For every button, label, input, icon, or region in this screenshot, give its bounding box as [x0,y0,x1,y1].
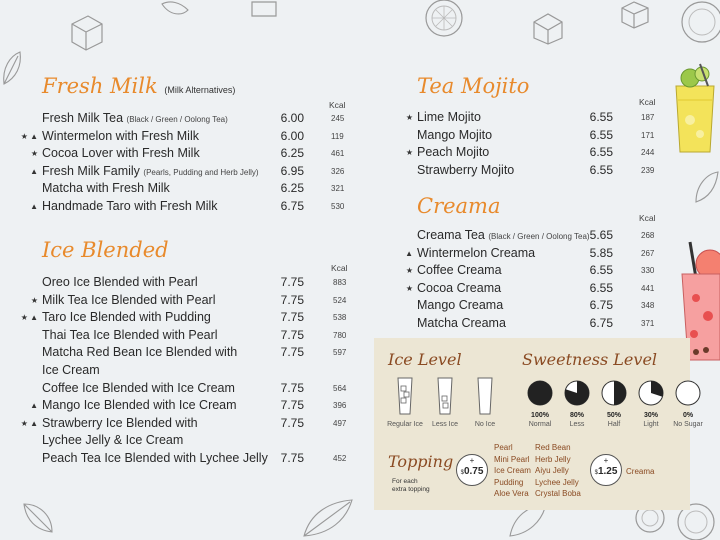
menu-item-name-text: Peach Mojito [417,145,490,160]
topping-item: Ice Cream [494,466,531,475]
dietary-marks: ★ [405,283,413,293]
menu-item [0,180,720,197]
topping-price-1 [457,466,487,479]
menu-item-name [42,380,235,397]
ice-cube-sketch-icon [618,0,652,30]
menu-item-name-text: Milk Tea Ice Blended with Pearl [42,292,216,307]
ice-blended-title: Ice Blended [42,238,169,262]
menu-item-price: 7.75 [280,292,304,307]
menu-item-name-text: Coffee Ice Blended with Ice Cream [42,380,235,395]
menu-item-name-text: Mango Ice Blended with Ice Cream [42,398,237,413]
topping-price-1-amount: 0.75 [463,466,484,477]
dietary-marks: ★ [30,295,38,305]
ice-cube-sketch-icon [248,0,280,20]
menu-item-name-text: Cocoa Lover with Fresh Milk [42,146,200,161]
menu-item-name-text: Strawberry Ice Blended with [42,415,198,430]
sweetness-percent: 0% [682,412,694,419]
menu-item-price: 7.75 [280,415,304,430]
menu-item-kcal: 396 [333,401,347,411]
menu-item-kcal: 452 [333,454,347,463]
menu-item [0,280,720,297]
menu-item-kcal: 119 [331,131,344,141]
topping-price-badge-2 [590,454,622,486]
menu-item-kcal: 348 [641,301,655,311]
menu-item-name-text: Matcha Creama [417,316,506,330]
fresh-milk-note: (Milk Alternatives) [164,85,236,95]
sweetness-label: Normal [528,421,552,428]
menu-item-name [417,162,514,179]
menu-item-name-text: Matcha Red Bean Ice Blended with [42,345,238,360]
sweetness-pie-icon [601,380,627,406]
menu-item-price: 6.55 [589,280,613,295]
sweetness-percent: 100% [531,412,549,419]
menu-item-name-line2: Ice Cream [42,363,100,377]
dietary-marks: ★ ▲ [20,313,38,323]
menu-item-price: 7.75 [280,327,304,342]
menu-item-price: 6.55 [589,145,613,160]
menu-item-price: 6.75 [589,316,613,330]
dietary-marks: ▲ [30,166,38,176]
dietary-marks: ▲ [30,202,38,211]
menu-item-name [417,315,506,332]
menu-item-name [417,262,502,279]
topping-item: Red Bean [535,443,571,452]
menu-item-name-text: Fresh Milk Tea [42,111,124,125]
menu-item-name-text: Cocoa Creama [417,280,502,295]
currency-symbol: $ [594,470,598,476]
menu-item-kcal: 245 [331,114,345,123]
menu-item-name [42,415,198,432]
topping-item: Herb Jelly [535,454,571,464]
menu-item-name [42,180,170,197]
ice-option-regular: Regular Ice [387,421,423,428]
menu-item-kcal: 497 [333,418,347,428]
dietary-marks: ★ [405,266,413,276]
ice-cube-sketch-icon [66,12,106,52]
menu-item-price: 6.00 [280,111,304,125]
tea-mojito-kcal-header: Kcal [639,97,656,107]
menu-item [0,297,720,314]
lemon-sketch-icon [672,0,720,56]
tea-mojito-title: Tea Mojito [417,74,530,98]
topping-note-line2: extra topping [392,486,430,493]
menu-item-price: 6.25 [280,181,304,196]
menu-item-name-text: Strawberry Mojito [417,162,515,177]
menu-item-price: 7.75 [280,451,304,465]
menu-item [0,127,720,144]
menu-item-name [417,245,535,262]
menu-item-name [417,227,590,245]
menu-item-name [42,397,237,414]
menu-item-kcal: 187 [641,113,655,122]
menu-item-kcal: 268 [641,231,655,240]
ice-cube-sketch-icon [528,8,568,48]
menu-item-price: 7.75 [280,275,304,289]
menu-item-name-text: Peach Tea Ice Blended with Lychee Jelly [42,451,268,465]
menu-item-price: 6.55 [589,162,613,177]
menu-item-options: (Black / Green / Oolong Tea) [488,232,590,241]
dietary-marks: ▲ [405,248,413,258]
dietary-marks: ★ [405,113,413,122]
menu-item-kcal: 326 [331,166,345,176]
dietary-marks: ★ [405,148,413,158]
menu-item-name-text: Wintermelon Creama [417,245,536,260]
regular-ice-cup-icon [396,376,414,416]
sweetness-label: Less [569,421,585,428]
menu-item-kcal: 441 [641,283,655,293]
menu-item-name [42,198,218,215]
topping-list-basic [494,442,531,500]
menu-item-name [417,109,481,126]
menu-item [0,315,720,332]
menu-item [0,227,720,244]
ice-option-none: No Ice [474,421,496,428]
menu-item [0,245,720,262]
topping-item: Mini Pearl [494,454,530,464]
sweetness-label: Half [607,421,621,428]
menu-item-name-text: Fresh Milk Family [42,163,140,178]
menu-item-kcal: 267 [641,248,655,258]
menu-item-price: 6.55 [589,127,613,142]
sweetness-pie-icon [638,380,664,406]
menu-item-price: 7.75 [280,380,304,395]
menu-item-name [42,450,268,467]
menu-item-name-text: Thai Tea Ice Blended with Pearl [42,327,218,342]
menu-item-kcal: 321 [331,184,345,194]
menu-item [0,162,720,179]
menu-item-price: 7.75 [280,310,304,325]
sweetness-label: No Sugar [673,421,703,428]
leaf-sketch-icon [300,496,356,540]
leaf-sketch-icon [160,0,190,18]
menu-item-kcal: 239 [641,165,655,175]
menu-item [0,262,720,279]
menu-item-price: 5.65 [589,228,613,242]
no-ice-cup-icon [476,376,494,416]
menu-item-name-text: Taro Ice Blended with Pudding [42,310,211,325]
menu-item-options: (Pearls, Pudding and Herb Jelly) [143,167,259,177]
topping-price-2 [591,466,621,479]
menu-item-price: 6.55 [589,263,613,278]
topping-note [392,478,430,494]
sweetness-pie-icon [675,380,701,406]
menu-item-name-text: Creama Tea [417,228,485,242]
menu-item [0,109,720,126]
menu-item-kcal: 171 [641,130,655,140]
menu-item-price: 6.95 [280,163,304,178]
sweetness-label: Light [643,421,659,428]
dietary-marks: ▲ [30,401,38,411]
plus-icon: + [469,456,475,465]
menu-item-name [417,144,489,161]
menu-item-name-text: Coffee Creama [417,263,502,278]
menu-item-price: 6.75 [589,298,613,313]
sweetness-title: Sweetness Level [522,350,658,369]
topping-item: Crystal Boba [535,489,581,498]
menu-item-name-text: Handmade Taro with Fresh Milk [42,199,218,213]
plus-icon: + [603,456,609,465]
menu-item-name-line2: Lychee Jelly & Ice Cream [42,433,184,448]
menu-item-kcal: 597 [333,348,347,358]
fresh-milk-kcal-header: Kcal [329,100,346,110]
menu-item-price: 7.75 [280,345,304,360]
menu-item-name [417,127,492,144]
topping-item: Lychee Jelly [535,477,579,487]
sweetness-pie-icon [527,380,553,406]
dietary-marks: ★ ▲ [20,418,38,428]
dietary-marks: ★ ▲ [20,131,38,141]
menu-item-kcal: 883 [333,278,347,287]
topping-item: Pudding [494,477,524,487]
menu-item-name-text: Matcha with Fresh Milk [42,181,170,196]
topping-price-2-amount: 1.25 [597,466,618,477]
sweetness-pie-icon [564,380,590,406]
menu-item-kcal: 530 [331,202,345,211]
menu-item-kcal: 780 [333,330,347,340]
menu-item-price: 7.75 [280,398,304,413]
dietary-marks: ★ [30,149,38,159]
menu-item-kcal: 244 [641,148,655,158]
fresh-milk-title [42,74,235,98]
less-ice-cup-icon [436,376,454,416]
topping-item: Pearl [494,443,513,452]
ice-option-less: Less Ice [431,421,459,428]
topping-item: Aiyu Jelly [535,466,569,475]
menu-item-kcal: 564 [333,383,347,393]
menu-item-price: 6.25 [280,146,304,161]
topping-item: Aloe Vera [494,489,529,498]
menu-item-options: (Black / Green / Oolong Tea) [126,115,228,124]
menu-item [0,144,720,161]
fresh-milk-title-text: Fresh Milk [42,74,158,98]
currency-symbol: $ [460,470,464,476]
menu-item-price: 6.75 [280,199,304,213]
menu-item-name [417,280,501,297]
ice-level-title: Ice Level [388,350,462,369]
menu-item-kcal: 371 [641,319,655,328]
sweetness-percent: 30% [643,412,658,419]
menu-item-name [417,297,503,314]
menu-item-kcal: 538 [333,313,347,323]
menu-item-name-text: Wintermelon with Fresh Milk [42,128,199,143]
menu-item-kcal: 330 [641,266,655,276]
sweetness-percent: 50% [606,412,621,419]
menu-item-name-text: Lime Mojito [417,110,481,124]
menu-item-kcal: 461 [331,149,345,159]
lemon-sketch-icon [416,0,472,44]
sweetness-percent: 80% [569,412,584,419]
leaf-sketch-icon [20,500,56,536]
menu-item-name-text: Oreo Ice Blended with Pearl [42,275,198,289]
menu-item-price: 5.85 [589,245,613,260]
options-panel [374,338,703,510]
leaf-sketch-icon [0,50,24,86]
menu-item-name [42,344,237,361]
menu-item [0,198,720,215]
creama-kcal-header: Kcal [639,213,656,223]
menu-item-kcal: 524 [333,295,347,305]
topping-price-badge-1 [456,454,488,486]
topping-note-line1: For each [392,478,418,485]
menu-item-price: 6.00 [280,128,304,143]
topping-creama: Creama [626,467,655,476]
topping-title: Topping [388,452,454,471]
ice-blended-kcal-header: Kcal [331,263,348,273]
menu-item-name-text: Mango Creama [417,298,504,313]
menu-item-name-text: Mango Mojito [417,127,493,142]
topping-list-premium [535,442,581,500]
menu-item-price: 6.55 [589,110,613,124]
creama-title: Creama [417,194,501,218]
